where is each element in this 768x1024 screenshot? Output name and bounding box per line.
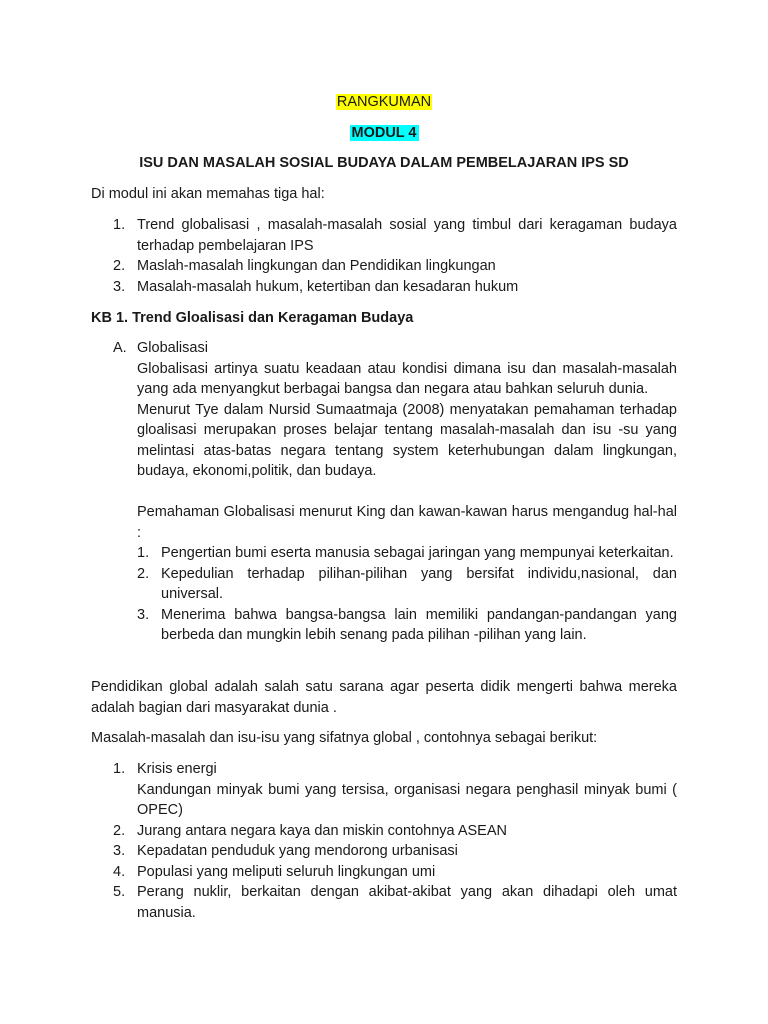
masalah-list <box>91 759 677 923</box>
list-number: 3. <box>137 606 150 623</box>
list-item <box>91 277 677 298</box>
list-text: Populasi yang meliputi seluruh lingkungan umi <box>137 863 436 880</box>
section-a-row <box>91 338 677 646</box>
list-text: Jurang antara negara kaya dan miskin contohnya ASEAN <box>137 822 507 839</box>
section-a-title: Globalisasi <box>137 340 208 356</box>
list-item <box>91 841 677 862</box>
section-a-body <box>137 338 677 646</box>
list-text: Trend globalisasi , masalah-masalah sosial yang timbul dari keragaman budaya terhadap pembelajaran IPS <box>137 217 677 254</box>
list-number: 1. <box>113 761 126 777</box>
list-text: Kepedulian terhadap pilihan-pilihan yang bersifat individu,nasional, dan universal. <box>161 565 677 602</box>
list-text: Perang nuklir, berkaitan dengan akibat-akibat yang akan dihadapi oleh umat manusia. <box>137 884 677 921</box>
document-title: ISU DAN MASALAH SOSIAL BUDAYA DALAM PEMBELAJARAN IPS SD <box>139 155 629 171</box>
section-a-sublist <box>137 543 677 646</box>
list-text: Kepadatan penduduk yang mendorong urbanisasi <box>137 843 458 859</box>
list-item <box>91 882 677 923</box>
section-a-para3: Pemahaman Globalisasi menurut King dan kawan-kawan harus mengandug hal-hal : <box>137 504 677 541</box>
section-a <box>91 338 677 646</box>
list-item <box>137 605 677 646</box>
list-item <box>91 759 677 821</box>
list-item <box>91 215 677 256</box>
list-number: 3. <box>113 278 126 295</box>
intro-text: Di modul ini akan memahas tiga hal: <box>91 186 325 202</box>
list-number: 3. <box>113 843 126 859</box>
list-text: Masalah-masalah hukum, ketertiban dan kesadaran hukum <box>137 278 519 295</box>
intro-list <box>91 215 677 297</box>
list-text: Maslah-masalah lingkungan dan Pendidikan lingkungan <box>137 258 496 274</box>
list-number: 1. <box>113 217 126 233</box>
modul-label: MODUL 4 <box>351 125 417 141</box>
list-item <box>91 256 677 277</box>
list-item <box>91 821 677 842</box>
section-a-label: A. <box>113 340 127 356</box>
section-a-para1: Globalisasi artinya suatu keadaan atau kondisi dimana isu dan masalah-masalah yang ada menyangkut berbagai bangsa dan negara atau bahkan seluruh dunia. <box>137 360 677 397</box>
list-text: Pengertian bumi eserta manusia sebagai jaringan yang mempunyai keterkaitan. <box>161 545 674 561</box>
list-number: 5. <box>113 884 126 900</box>
list-item <box>137 564 677 605</box>
list-text: Krisis energi <box>137 761 217 777</box>
modul-heading <box>91 123 677 144</box>
kb-heading: KB 1. Trend Gloalisasi dan Keragaman Budaya <box>91 310 414 326</box>
list-number: 1. <box>137 545 150 561</box>
para-global: Pendidikan global adalah salah satu sarana agar peserta didik mengerti bahwa mereka adalah bagian dari masyarakat dunia . <box>91 679 677 716</box>
section-a-para2: Menurut Tye dalam Nursid Sumaatmaja (2008) menyatakan pemahaman terhadap gloalisasi merupakan proses belajar tentang masalah-masalah dan isu -su yang melintasi atas-batas negara tentang system keterhubungan dalam lingkungan, budaya, ekonomi,politik, dan budaya. <box>137 401 677 479</box>
list-number: 2. <box>113 822 126 839</box>
list-text: Menerima bahwa bangsa-bangsa lain memiliki pandangan-pandangan yang berbeda dan mungkin lebih senang pada pilihan -pilihan yang lain. <box>161 606 677 643</box>
list-item <box>91 862 677 883</box>
list-body <box>137 759 677 821</box>
list-item <box>137 543 677 564</box>
rangkuman-heading <box>91 92 677 113</box>
para-masalah: Masalah-masalah dan isu-isu yang sifatnya global , contohnya sebagai berikut: <box>91 730 598 746</box>
list-subtext: Kandungan minyak bumi yang tersisa, organisasi negara penghasil minyak bumi ( OPEC) <box>137 781 677 818</box>
list-number: 4. <box>113 863 126 880</box>
list-number: 2. <box>137 565 150 582</box>
list-number: 2. <box>113 258 126 274</box>
rangkuman-label: RANGKUMAN <box>336 94 432 110</box>
